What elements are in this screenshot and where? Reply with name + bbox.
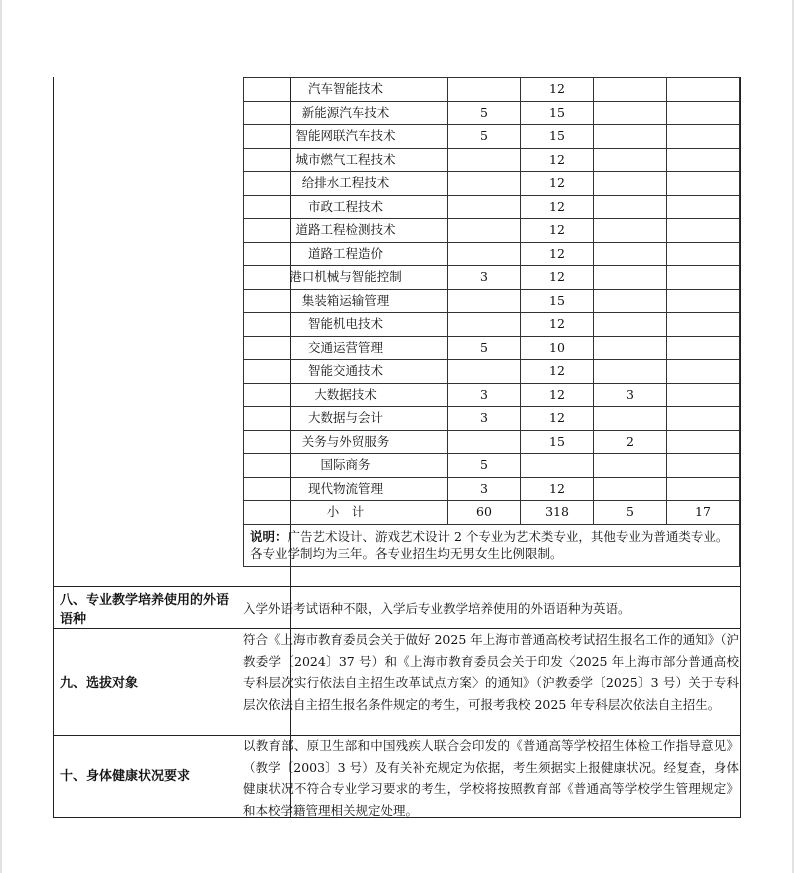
major-name-cell: 集装箱运输管理	[244, 289, 448, 313]
major-name-cell: 新能源汽车技术	[244, 101, 448, 125]
quota-cell: 12	[521, 172, 594, 196]
quota-cell: 5	[448, 101, 521, 125]
quota-cell	[667, 289, 740, 313]
major-name-cell: 智能交通技术	[244, 360, 448, 384]
major-name-cell: 关务与外贸服务	[244, 430, 448, 454]
table-row	[244, 148, 740, 172]
table-row	[244, 101, 740, 125]
quota-cell: 3	[448, 383, 521, 407]
quota-cell	[667, 430, 740, 454]
quota-cell: 12	[521, 266, 594, 290]
quota-cell: 2	[594, 430, 667, 454]
table-row	[244, 430, 740, 454]
quota-cell: 12	[521, 360, 594, 384]
section-9-text: 符合《上海市教育委员会关于做好 2025 年上海市普通高校考试招生报名工作的通知》（沪教委学〔2024〕37 号）和《上海市教育委员会关于印发〈2025 年上海市部分普通高校专科层次实行依法自主招生改革试点方案〉的通知》（沪教委学〔2025〕3 号）关于专科层次依法自主招生报名条件规定的考生，可报考我校 2025 年专科层次依法自主招生。	[243, 632, 740, 712]
quota-cell	[448, 172, 521, 196]
quota-cell	[594, 407, 667, 431]
quota-cell: 5	[448, 454, 521, 478]
quota-cell	[594, 360, 667, 384]
quota-cell	[448, 289, 521, 313]
quota-cell: 15	[521, 289, 594, 313]
quota-cell	[594, 125, 667, 149]
table-row	[244, 195, 740, 219]
quota-cell	[667, 78, 740, 102]
major-name-cell: 给排水工程技术	[244, 172, 448, 196]
note-label: 说明：	[250, 528, 288, 544]
quota-cell: 12	[521, 219, 594, 243]
table-row	[244, 383, 740, 407]
enrollment-quota-table	[243, 77, 740, 567]
table-row	[244, 219, 740, 243]
table-row	[244, 336, 740, 360]
quota-cell: 12	[521, 477, 594, 501]
quota-cell: 12	[521, 313, 594, 337]
quota-cell	[667, 266, 740, 290]
section-8-text: 入学外语考试语种不限，入学后专业教学培养使用的外语语种为英语。	[243, 601, 631, 616]
quota-cell: 12	[521, 407, 594, 431]
section-8-top-border	[53, 586, 741, 587]
quota-cell	[594, 289, 667, 313]
quota-cell	[594, 477, 667, 501]
quota-cell	[667, 148, 740, 172]
quota-cell: 3	[448, 266, 521, 290]
subtotal-row	[244, 501, 740, 525]
major-name-cell: 道路工程检测技术	[244, 219, 448, 243]
note-text: 广告艺术设计、游戏艺术设计 2 个专业为艺术类专业，其他专业为普通类专业。各专业学制均为三年。各专业招生均无男女生比例限制。	[250, 528, 729, 561]
quota-cell	[594, 242, 667, 266]
quota-cell	[448, 195, 521, 219]
section-9-label: 九、选拔对象	[60, 676, 139, 691]
quota-cell: 10	[521, 336, 594, 360]
quota-cell: 5	[448, 125, 521, 149]
quota-cell	[594, 148, 667, 172]
quota-cell	[667, 101, 740, 125]
quota-cell: 15	[521, 430, 594, 454]
major-name-cell: 汽车智能技术	[244, 78, 448, 102]
quota-cell	[667, 407, 740, 431]
section-10-text: 以教育部、原卫生部和中国残疾人联合会印发的《普通高等学校招生体检工作指导意见》（教学〔2003〕3 号）及有关补充规定为依据，考生须据实上报健康状况。经复查，身体健康状况不符合专业学习要求的考生，学校将按照教育部《普通高等学校学生管理规定》和本校学籍管理相关规定处理。	[243, 738, 739, 818]
major-name-cell: 道路工程造价	[244, 242, 448, 266]
table-row	[244, 266, 740, 290]
quota-cell	[448, 219, 521, 243]
table-row	[244, 360, 740, 384]
quota-cell	[667, 454, 740, 478]
quota-cell	[667, 219, 740, 243]
quota-cell: 12	[521, 195, 594, 219]
table-row	[244, 172, 740, 196]
major-name-cell: 大数据技术	[244, 383, 448, 407]
table-row	[244, 454, 740, 478]
quota-cell	[667, 383, 740, 407]
quota-cell	[448, 430, 521, 454]
major-name-cell: 市政工程技术	[244, 195, 448, 219]
quota-cell: 12	[521, 148, 594, 172]
quota-cell	[448, 242, 521, 266]
major-name-cell: 城市燃气工程技术	[244, 148, 448, 172]
quota-cell	[594, 101, 667, 125]
quota-cell	[594, 219, 667, 243]
quota-cell	[667, 172, 740, 196]
table-row	[244, 242, 740, 266]
major-name-cell: 大数据与会计	[244, 407, 448, 431]
left-page-edge	[0, 0, 2, 873]
section-10-label: 十、身体健康状况要求	[60, 769, 191, 784]
table-row	[244, 125, 740, 149]
quota-cell: 15	[521, 125, 594, 149]
major-name-cell: 现代物流管理	[244, 477, 448, 501]
note-cell	[244, 524, 740, 566]
quota-cell	[448, 360, 521, 384]
major-name-cell: 港口机械与智能控制	[244, 266, 448, 290]
quota-cell	[448, 78, 521, 102]
quota-cell	[667, 336, 740, 360]
major-name-cell: 智能机电技术	[244, 313, 448, 337]
major-name-cell: 国际商务	[244, 454, 448, 478]
quota-cell	[667, 125, 740, 149]
quota-cell	[667, 242, 740, 266]
note-row	[244, 524, 740, 566]
quota-cell	[594, 195, 667, 219]
subtotal-cell: 60	[448, 501, 521, 525]
table-row	[244, 477, 740, 501]
quota-cell	[594, 454, 667, 478]
quota-cell	[448, 148, 521, 172]
subtotal-label: 小 计	[244, 501, 448, 525]
table-row	[244, 313, 740, 337]
quota-cell: 15	[521, 101, 594, 125]
quota-cell	[594, 336, 667, 360]
quota-cell: 5	[448, 336, 521, 360]
quota-cell: 12	[521, 78, 594, 102]
section-8-label: 八、专业教学培养使用的外语语种	[60, 593, 230, 627]
quota-cell	[594, 313, 667, 337]
subtotal-cell: 5	[594, 501, 667, 525]
quota-cell	[521, 454, 594, 478]
quota-cell: 3	[448, 477, 521, 501]
table-row	[244, 289, 740, 313]
quota-cell: 12	[521, 383, 594, 407]
quota-cell	[448, 313, 521, 337]
table-row	[244, 407, 740, 431]
quota-cell	[667, 477, 740, 501]
major-name-cell: 智能网联汽车技术	[244, 125, 448, 149]
subtotal-cell: 17	[667, 501, 740, 525]
quota-cell	[594, 266, 667, 290]
quota-cell	[667, 360, 740, 384]
quota-cell: 3	[448, 407, 521, 431]
quota-cell: 3	[594, 383, 667, 407]
subtotal-cell: 318	[521, 501, 594, 525]
quota-cell	[594, 78, 667, 102]
major-name-cell: 交通运营管理	[244, 336, 448, 360]
table-row	[244, 78, 740, 102]
quota-cell: 12	[521, 242, 594, 266]
quota-cell	[594, 172, 667, 196]
quota-cell	[667, 313, 740, 337]
quota-cell	[667, 195, 740, 219]
